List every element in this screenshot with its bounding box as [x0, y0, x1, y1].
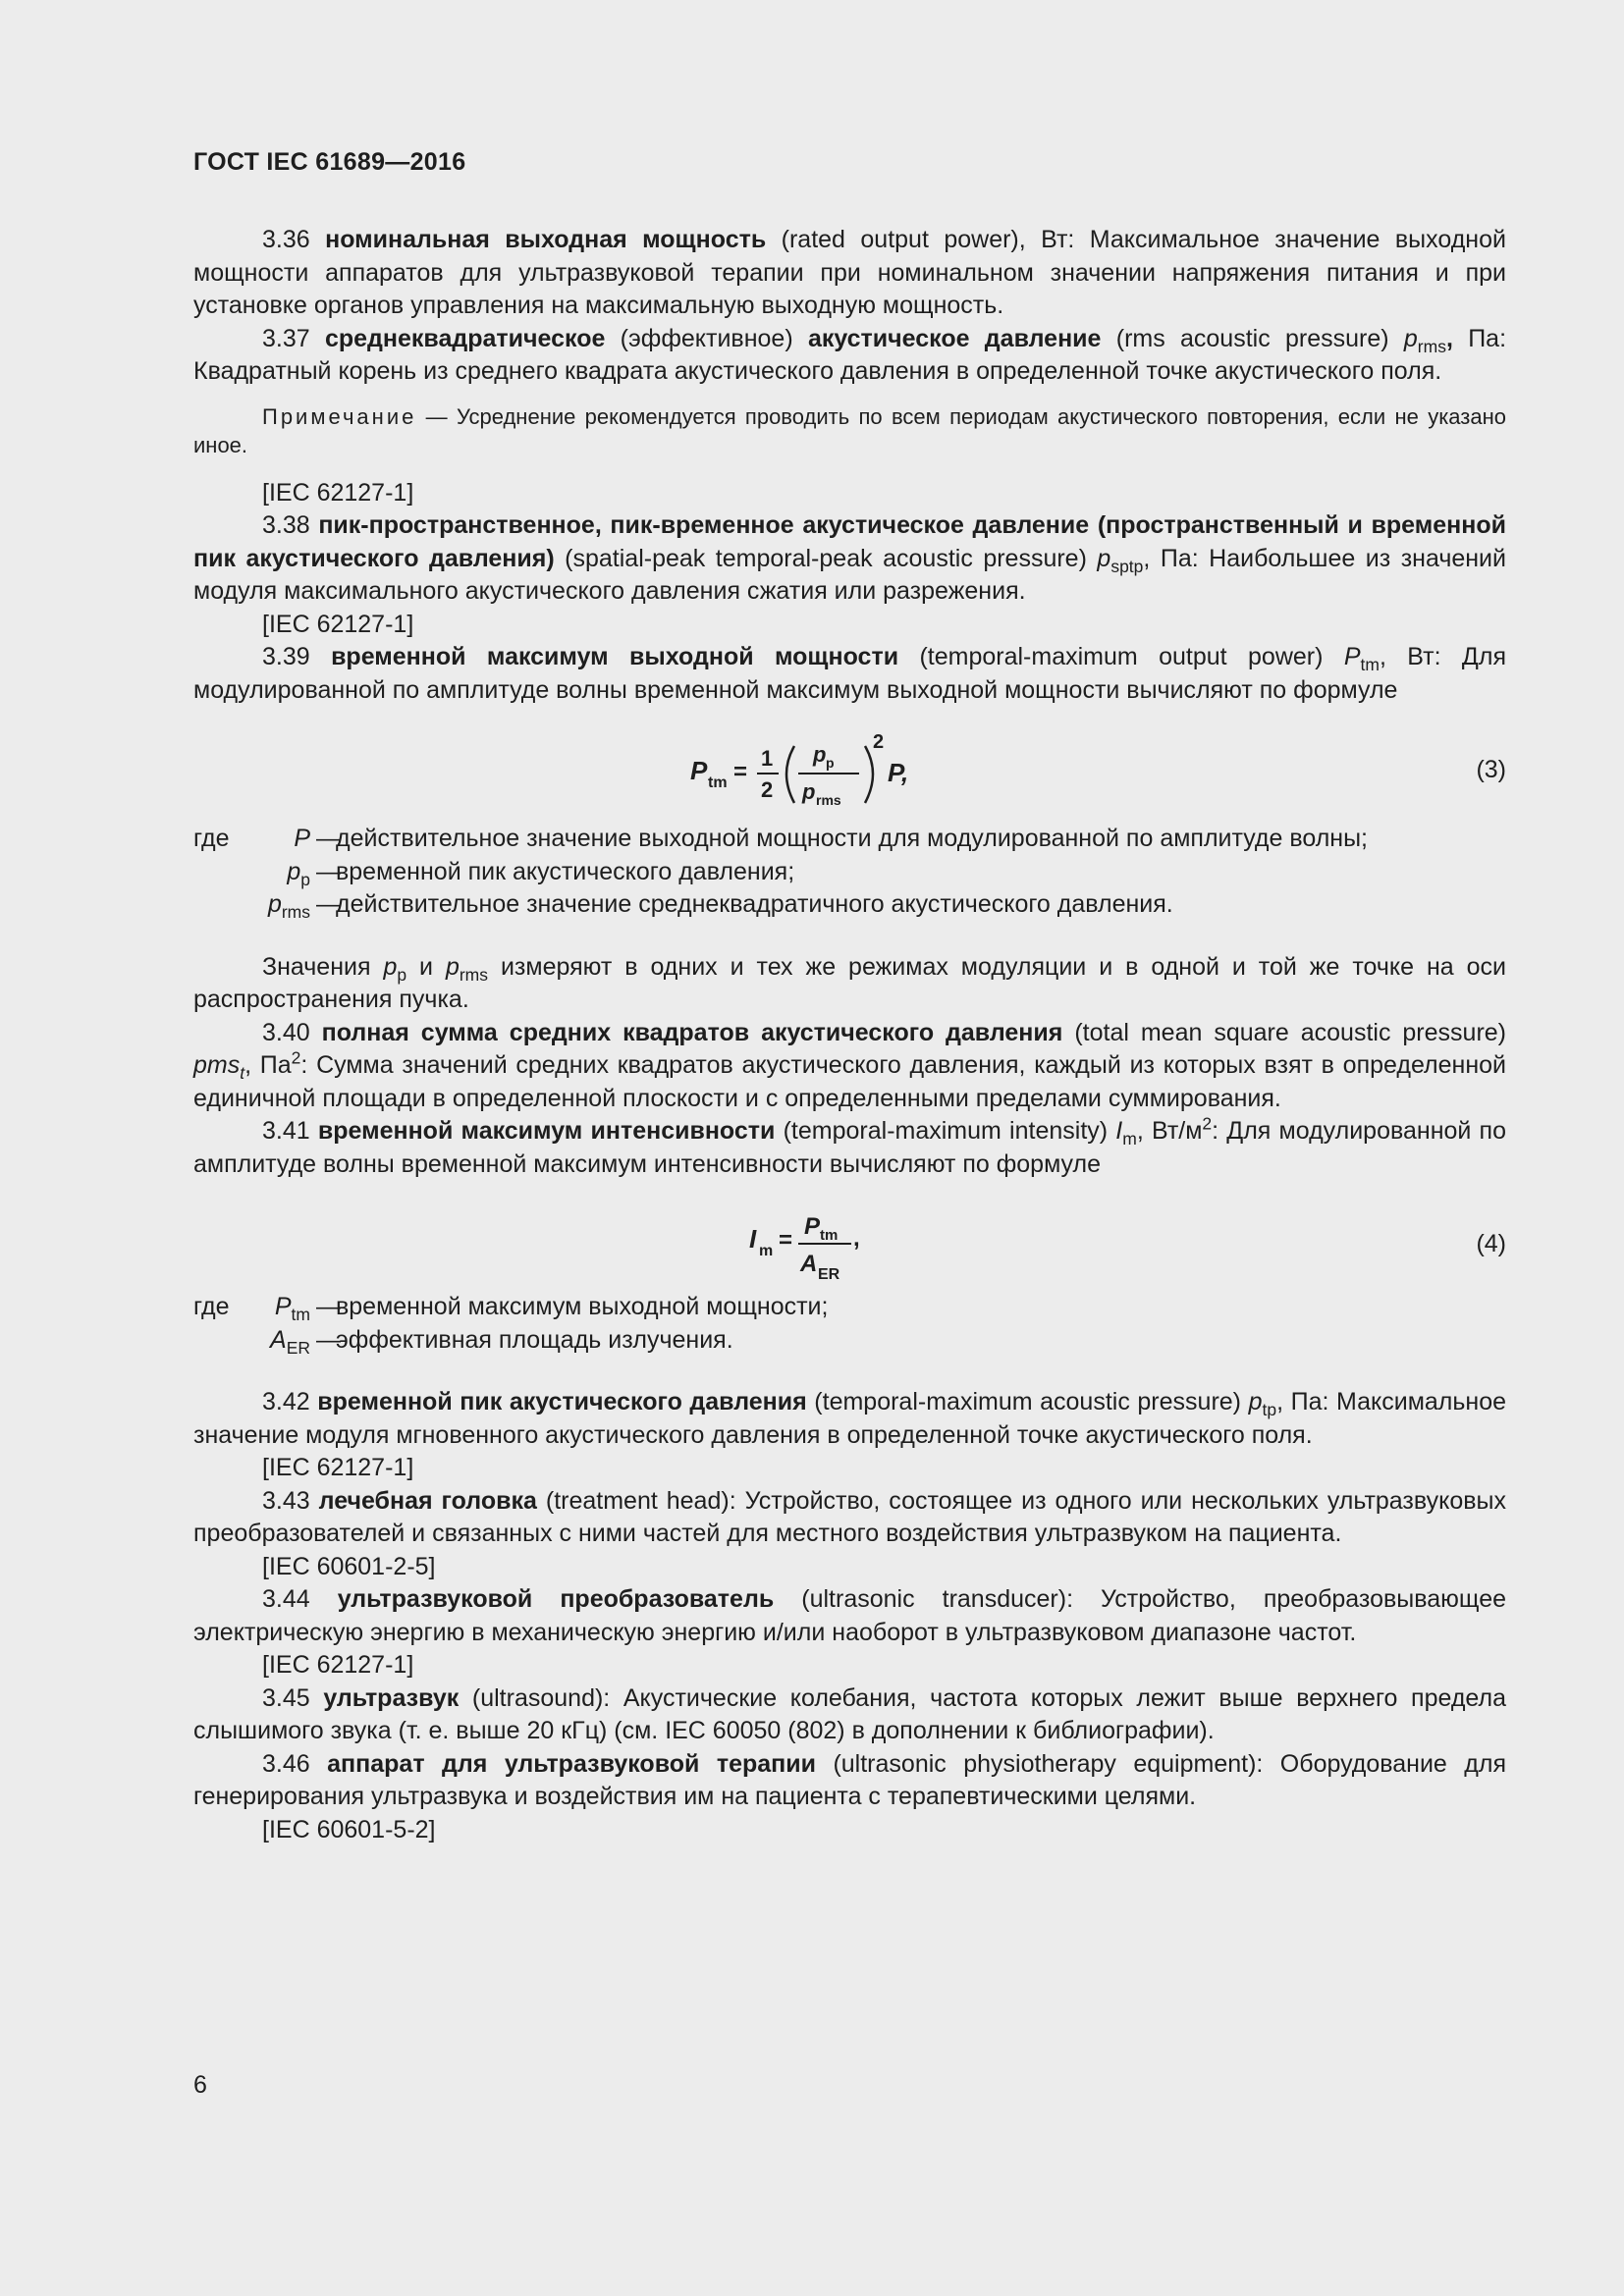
where-text: эффективная площадь излучения.	[336, 1325, 733, 1354]
where-item	[193, 856, 1506, 889]
note-text: — Усреднение рекомендуется проводить по всем периодам акустического повторения, если не указано иное.	[193, 403, 1506, 457]
symbol-sub: tm	[1360, 655, 1380, 674]
left-paren	[786, 746, 794, 803]
formula-den: A	[800, 1251, 818, 1277]
formula-lhs: P	[690, 756, 708, 785]
formula-exponent: 2	[873, 731, 885, 753]
term-title: среднеквадратическое	[324, 324, 606, 352]
term-number: 3.42	[262, 1388, 310, 1415]
formula-number: (4)	[1476, 1230, 1506, 1257]
symbol: pms	[193, 1051, 241, 1079]
values-paragraph: Значения $p_p$ и $p_{rms}$ измеряют в одних и тех же режимах модуляции и в одной и той же точке на оси распространения пучка.	[193, 952, 1506, 1013]
reference: [IEC 62127-1]	[262, 1651, 414, 1679]
where-symbol: $P_{tm}$ —	[274, 1293, 341, 1324]
term-3-40: 3.40 полная сумма средних квадратов акустического давления (total mean square acoustic pressure) pms$_t$, $Па^2$: Сумма значений средних квадратов акустического давления, каждый из которых взят в определенной единичной площади в определенной плоскости и с определенными пределами суммирования.	[193, 1018, 1507, 1112]
term-3-46	[193, 1748, 1506, 1814]
formula-equals: =	[733, 759, 748, 785]
term-definition: , Па: Максимальное значение модуля мгновенного акустического давления в определенной точке акустического поля.	[193, 1388, 1507, 1449]
where-text: действительное значение среднеквадратичного акустического давления.	[336, 890, 1173, 918]
term-english: (temporal-maximum output power)	[898, 643, 1344, 670]
formula-number: (3)	[1476, 756, 1506, 783]
term-definition: : Сумма значений средних квадратов акустического давления, каждый из которых взят в определенной единичной площади в определенной плоскости и с определенными пределами суммирования.	[193, 1051, 1507, 1112]
formula-lhs-sub: m	[759, 1243, 774, 1259]
term-number: 3.36	[262, 226, 310, 253]
term-english: (total mean square acoustic pressure)	[1062, 1018, 1506, 1046]
term-title: лечебная головка	[318, 1486, 537, 1515]
where-list-2	[193, 1291, 1506, 1357]
document-body	[193, 224, 1506, 1846]
formula-lhs: I	[749, 1224, 757, 1254]
where-item	[193, 888, 1506, 922]
term-3-41: 3.41 временной максимум интенсивности (temporal-maximum intensity) $I_m$, $Вт/м^2$: Для модулированной по амплитуде волны временной максимум интенсивности вычисляют по формуле	[193, 1113, 1507, 1178]
document-header: ГОСТ IEC 61689—2016	[193, 148, 466, 176]
term-definition: (treatment head): Устройство, состоящее из одного или нескольких ультразвуковых преобразователей и связанных с ними частей для местного воздействия ультразвуком на пациента.	[193, 1486, 1506, 1547]
symbol: p	[1097, 544, 1111, 572]
spacer	[193, 1357, 1506, 1386]
where-symbol: $A_{ER}$ —	[270, 1325, 341, 1358]
term-number: 3.40	[262, 1018, 310, 1046]
symbol-sub: sptp	[1110, 556, 1144, 576]
symbol: p	[1248, 1388, 1263, 1415]
term-english: (temporal-maximum acoustic pressure)	[806, 1388, 1249, 1415]
term-definition: (rated output power), Вт: Максимальное значение выходной мощности аппаратов для ультразвуковой терапии при номинальном значении напряжения питания и при установке органов управления на максимальную выходную мощность.	[193, 226, 1506, 319]
term-english: (spatial-peak temporal-peak acoustic pressure)	[554, 544, 1098, 572]
term-title: ультразвук	[323, 1683, 460, 1712]
formula-den: p	[802, 779, 816, 804]
term-3-42: 3.42 временной пик акустического давления (temporal-maximum acoustic pressure) $p_{tp}$, Па: Максимальное значение модуля мгновенного акустического давления в определенной точке акустического поля.	[193, 1388, 1507, 1449]
symbol-sub: rms	[1417, 336, 1446, 356]
formula-4	[193, 1189, 1506, 1291]
term-3-43	[193, 1485, 1506, 1551]
term-3-44	[193, 1583, 1506, 1649]
term-title: номинальная выходная мощность	[325, 226, 767, 253]
symbol: P	[1343, 643, 1361, 670]
term-definition: , Па: Наибольшее из значений модуля максимального акустического давления сжатия или разрежения.	[193, 544, 1506, 605]
term-number: 3.39	[262, 643, 310, 670]
formula-3	[193, 715, 1506, 823]
where-text: временной максимум выходной мощности;	[336, 1293, 829, 1320]
term-3-36	[193, 224, 1506, 323]
formula-equals: =	[779, 1227, 793, 1254]
term-title: аппарат для ультразвуковой терапии	[327, 1749, 816, 1778]
formula-num: p	[813, 742, 827, 767]
formula-den-sub: rms	[816, 792, 841, 808]
term-clarifier: (эффективное)	[605, 324, 808, 352]
where-label: где	[193, 1293, 230, 1320]
formula-num-sub: tm	[820, 1227, 839, 1244]
term-number: 3.38	[262, 511, 310, 539]
where-label: где	[193, 825, 230, 852]
term-title: ультразвуковой преобразователь	[337, 1585, 775, 1613]
formula-num-sub: p	[826, 755, 835, 771]
formula-tail: ,	[853, 1225, 860, 1252]
term-3-37: 3.37 среднеквадратическое (эффективное) акустическое давление (rms acoustic pressure) $p_{rms}$, Па: Квадратный корень из среднего квадрата акустического давления в определенной точке акустического поля.	[193, 324, 1507, 385]
formula-num: P	[804, 1213, 821, 1240]
term-3-39	[193, 641, 1506, 707]
where-list-1	[193, 823, 1506, 922]
symbol: I	[1115, 1117, 1123, 1145]
note-label: Примечание	[262, 403, 417, 429]
term-number: 3.43	[262, 1486, 310, 1515]
term-number: 3.44	[262, 1585, 310, 1613]
term-definition: : Для модулированной по амплитуде волны временной максимум интенсивности вычисляют по формуле	[193, 1117, 1507, 1178]
formula-half-den: 2	[761, 777, 774, 802]
reference: [IEC 62127-1]	[262, 478, 414, 507]
term-definition: (ultrasound): Акустические колебания, частота которых лежит выше верхнего предела слышимого звука (т. е. выше 20 кГц) (см. IEC 60050 (802) в дополнении к библиографии).	[193, 1683, 1506, 1744]
term-number: 3.46	[262, 1749, 310, 1778]
term-english: (temporal-maximum intensity)	[775, 1117, 1116, 1145]
formula-3-graphic	[684, 715, 999, 823]
where-text: действительное значение выходной мощности для модулированной по амплитуде волны;	[336, 825, 1369, 852]
where-item	[193, 823, 1506, 856]
reference: [IEC 60601-2-5]	[262, 1552, 436, 1580]
reference: [IEC 60601-5-2]	[262, 1815, 436, 1843]
symbol: p	[1403, 324, 1418, 352]
term-definition: Па: Квадратный корень из среднего квадрата акустического давления в определенной точке акустического поля.	[193, 324, 1507, 385]
term-title: временной пик акустического давления	[317, 1388, 807, 1415]
term-definition: (ultrasonic physiotherapy equipment): Оборудование для генерирования ультразвука и воздействия им на пациента с терапевтическими целями.	[193, 1749, 1507, 1810]
where-symbol: $p_p$ —	[287, 857, 341, 889]
term-english: (rms acoustic pressure)	[1101, 324, 1404, 352]
formula-lhs-sub: tm	[708, 774, 728, 791]
term-number: 3.37	[262, 324, 310, 352]
term-title-2: акустическое давление	[807, 324, 1102, 352]
term-number: 3.45	[262, 1683, 310, 1712]
spacer	[193, 922, 1506, 951]
term-3-38	[193, 509, 1506, 609]
note	[193, 402, 1506, 459]
formula-4-graphic	[743, 1189, 940, 1291]
right-paren	[865, 746, 873, 803]
term-definition: , Вт: Для модулированной по амплитуде волны временной максимум выходной мощности вычисляют по формуле	[193, 643, 1506, 704]
term-definition: (ultrasonic transducer): Устройство, преобразовывающее электрическую энергию в механическую энергию и/или наоборот в ультразвуковом диапазоне частот.	[193, 1585, 1507, 1646]
term-3-45	[193, 1682, 1506, 1748]
term-number: 3.41	[262, 1117, 310, 1145]
formula-den-sub: ER	[818, 1266, 840, 1283]
where-item	[193, 1291, 1506, 1324]
formula-half-num: 1	[761, 746, 774, 771]
where-text: временной пик акустического давления;	[336, 857, 795, 885]
term-title: временной максимум интенсивности	[317, 1117, 776, 1145]
where-symbol: P —	[294, 825, 341, 852]
formula-tail: P,	[888, 758, 909, 787]
term-title: полная сумма средних квадратов акустического давления	[321, 1018, 1063, 1046]
reference: [IEC 62127-1]	[262, 610, 414, 638]
term-title: пик-пространственное, пик-временное акустическое давление (пространственный и временной пик акустического давления)	[193, 511, 1506, 572]
page-number: 6	[193, 2071, 207, 2099]
where-item	[193, 1324, 1506, 1358]
term-title: временной максимум выходной мощности	[331, 643, 899, 670]
where-symbol: $p_{rms}$ —	[267, 890, 341, 922]
reference: [IEC 62127-1]	[262, 1454, 414, 1481]
